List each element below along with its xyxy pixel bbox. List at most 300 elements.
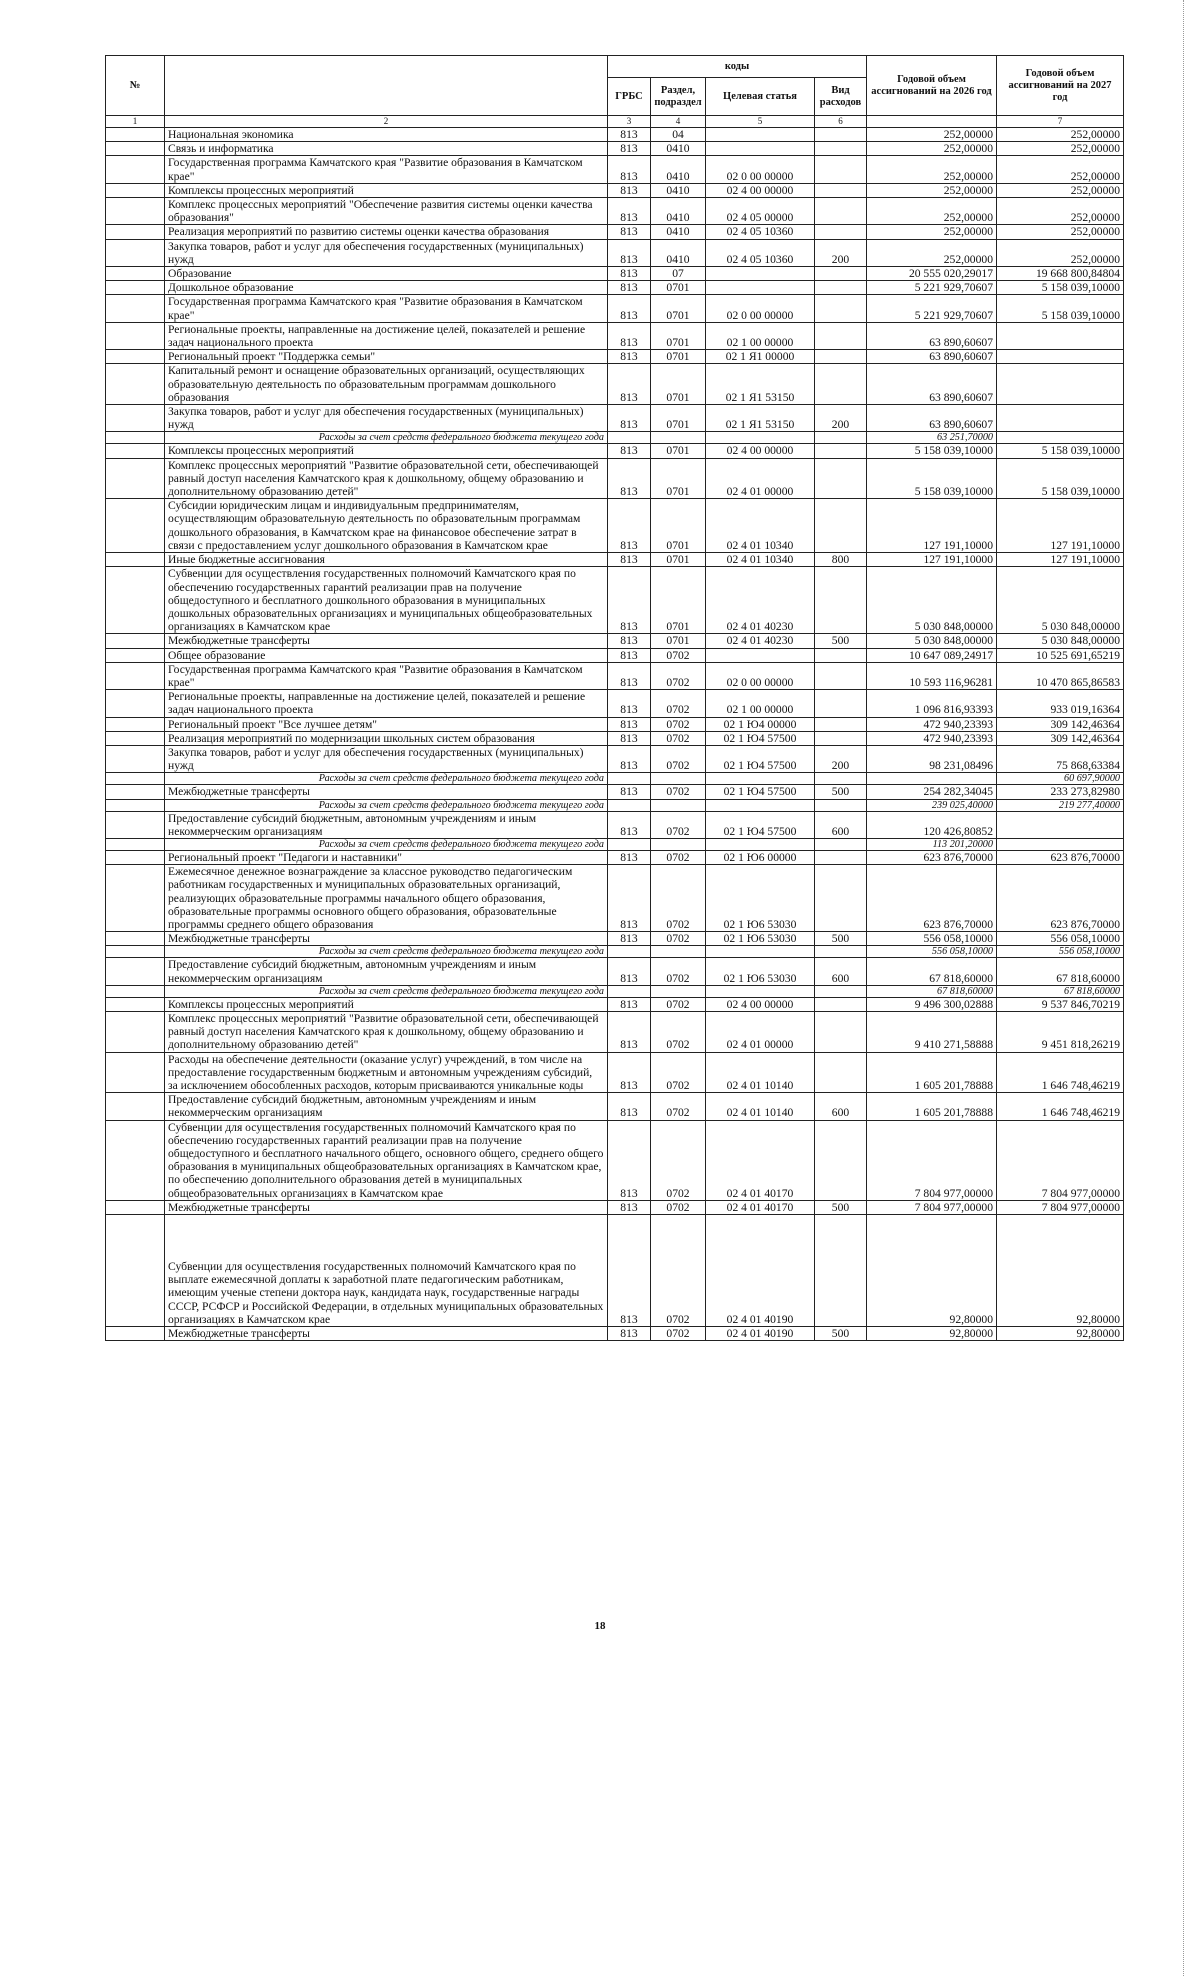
row-number (106, 717, 165, 731)
row-exptype (815, 281, 867, 295)
table-row (106, 785, 1124, 799)
table-row (106, 239, 1124, 266)
row-amount-2026: 252,00000 (867, 128, 997, 142)
row-number (106, 850, 165, 864)
row-amount-2027: 623 876,70000 (997, 865, 1124, 932)
row-target: 02 1 Я1 00000 (706, 350, 815, 364)
row-amount-2026: 623 876,70000 (867, 865, 997, 932)
table-row (106, 458, 1124, 499)
row-target: 02 1 Ю6 53030 (706, 865, 815, 932)
row-amount-2026: 5 221 929,70607 (867, 281, 997, 295)
row-section: 0702 (651, 865, 706, 932)
table-row (106, 662, 1124, 689)
row-grbs: 813 (608, 281, 651, 295)
row-name: Ежемесячное денежное вознаграждение за классное руководство педагогическим работникам государственных и муниципальных образовательных организаций, реализующих образовательные программы начального общего образования, образовательные программы основного общего образования, образовательные программы среднего общего образования (165, 865, 608, 932)
row-name: Расходы за счет средств федерального бюджета текущего года (165, 773, 608, 785)
budget-table (105, 55, 1124, 1341)
row-target: 02 1 Я1 53150 (706, 405, 815, 432)
row-section: 0701 (651, 405, 706, 432)
row-number (106, 1215, 165, 1327)
row-name: Реализация мероприятий по развитию системы оценки качества образования (165, 225, 608, 239)
row-amount-2026: 98 231,08496 (867, 745, 997, 772)
row-target: 02 4 05 00000 (706, 198, 815, 225)
row-exptype (815, 850, 867, 864)
row-target: 02 4 05 10360 (706, 239, 815, 266)
row-exptype: 600 (815, 811, 867, 838)
row-amount-2027 (997, 811, 1124, 838)
row-amount-2026: 10 593 116,96281 (867, 662, 997, 689)
row-amount-2026: 10 647 089,24917 (867, 648, 997, 662)
row-amount-2027: 1 646 748,46219 (997, 1093, 1124, 1120)
row-exptype (815, 444, 867, 458)
row-name: Расходы за счет средств федерального бюджета текущего года (165, 432, 608, 444)
table-row (106, 958, 1124, 985)
row-name: Государственная программа Камчатского края "Развитие образования в Камчатском крае" (165, 295, 608, 322)
row-name: Связь и информатика (165, 142, 608, 156)
row-amount-2026: 5 030 848,00000 (867, 634, 997, 648)
row-section: 0702 (651, 1327, 706, 1341)
row-exptype (815, 773, 867, 785)
budget-table-sheet (105, 55, 1123, 1341)
row-section: 0410 (651, 142, 706, 156)
row-number (106, 239, 165, 266)
row-name: Иные бюджетные ассигнования (165, 553, 608, 567)
row-section: 0701 (651, 499, 706, 553)
row-target: 02 1 Ю6 53030 (706, 958, 815, 985)
row-name: Закупка товаров, работ и услуг для обеспечения государственных (муниципальных) нужд (165, 745, 608, 772)
row-amount-2026: 239 025,40000 (867, 799, 997, 811)
row-amount-2026: 1 096 816,93393 (867, 690, 997, 717)
row-amount-2027: 9 537 846,70219 (997, 997, 1124, 1011)
row-section: 0701 (651, 350, 706, 364)
row-section: 0702 (651, 648, 706, 662)
row-exptype (815, 458, 867, 499)
row-section: 0410 (651, 239, 706, 266)
row-amount-2026: 9 410 271,58888 (867, 1011, 997, 1052)
row-name: Государственная программа Камчатского края "Развитие образования в Камчатском крае" (165, 662, 608, 689)
header-2026: Годовой объем ассигнований на 2026 год (867, 56, 997, 116)
row-number (106, 1120, 165, 1200)
row-amount-2026: 556 058,10000 (867, 932, 997, 946)
row-number (106, 142, 165, 156)
row-number (106, 444, 165, 458)
table-row (106, 567, 1124, 634)
row-section: 0701 (651, 458, 706, 499)
row-section: 0702 (651, 1093, 706, 1120)
row-grbs: 813 (608, 811, 651, 838)
row-amount-2027: 623 876,70000 (997, 850, 1124, 864)
row-name: Комплексы процессных мероприятий (165, 444, 608, 458)
row-section: 07 (651, 267, 706, 281)
row-section (651, 799, 706, 811)
row-number (106, 773, 165, 785)
row-number (106, 128, 165, 142)
row-amount-2026: 7 804 977,00000 (867, 1200, 997, 1214)
row-section: 0702 (651, 932, 706, 946)
federal-budget-row (106, 432, 1124, 444)
row-section: 0701 (651, 295, 706, 322)
table-row (106, 281, 1124, 295)
table-row (106, 364, 1124, 405)
row-name: Дошкольное образование (165, 281, 608, 295)
row-amount-2026: 5 221 929,70607 (867, 295, 997, 322)
table-row (106, 1052, 1124, 1093)
row-target (706, 142, 815, 156)
row-section: 0702 (651, 997, 706, 1011)
row-amount-2026: 7 804 977,00000 (867, 1120, 997, 1200)
row-grbs (608, 799, 651, 811)
row-number (106, 350, 165, 364)
row-exptype (815, 364, 867, 405)
row-exptype (815, 295, 867, 322)
row-amount-2026: 556 058,10000 (867, 946, 997, 958)
row-exptype (815, 156, 867, 183)
row-grbs: 813 (608, 1093, 651, 1120)
row-section: 0702 (651, 811, 706, 838)
row-grbs: 813 (608, 183, 651, 197)
row-grbs: 813 (608, 731, 651, 745)
row-amount-2026: 1 605 201,78888 (867, 1093, 997, 1120)
header-grbs: ГРБС (608, 78, 651, 116)
row-amount-2027: 127 191,10000 (997, 499, 1124, 553)
row-section: 04 (651, 128, 706, 142)
row-number (106, 690, 165, 717)
row-section: 0702 (651, 690, 706, 717)
row-grbs: 813 (608, 1200, 651, 1214)
row-target (706, 267, 815, 281)
column-number: 7 (997, 116, 1124, 128)
page-number: 18 (594, 1620, 606, 1632)
row-name: Межбюджетные трансферты (165, 634, 608, 648)
row-name: Реализация мероприятий по модернизации школьных систем образования (165, 731, 608, 745)
row-number (106, 811, 165, 838)
row-amount-2026: 1 605 201,78888 (867, 1052, 997, 1093)
row-amount-2026: 120 426,80852 (867, 811, 997, 838)
row-target: 02 1 Ю6 00000 (706, 850, 815, 864)
row-amount-2026: 92,80000 (867, 1215, 997, 1327)
row-exptype: 500 (815, 634, 867, 648)
row-grbs: 813 (608, 156, 651, 183)
row-grbs: 813 (608, 865, 651, 932)
table-row (106, 183, 1124, 197)
row-grbs: 813 (608, 267, 651, 281)
row-grbs: 813 (608, 1327, 651, 1341)
row-grbs: 813 (608, 1052, 651, 1093)
table-row (106, 717, 1124, 731)
row-name: Расходы на обеспечение деятельности (оказание услуг) учреждений, в том числе на предоставление государственным бюджетным и автономным учреждениям субсидий, за исключением обособленных расходов, которым присваиваются уникальные коды (165, 1052, 608, 1093)
row-name: Расходы за счет средств федерального бюджета текущего года (165, 799, 608, 811)
row-name: Межбюджетные трансферты (165, 1327, 608, 1341)
row-grbs: 813 (608, 745, 651, 772)
row-name: Субвенции для осуществления государственных полномочий Камчатского края по обеспечению государственных гарантий реализации прав на получение общедоступного и бесплатного начального общего, основного общего, среднего общего образования в муниципальных общеобразовательных организациях в Камчатском крае, по обеспечению дополнительного образования детей в муниципальных общеобразовательных организациях в Камчатском крае (165, 1120, 608, 1200)
row-amount-2026: 254 282,34045 (867, 785, 997, 799)
row-number (106, 432, 165, 444)
row-number (106, 662, 165, 689)
row-amount-2027: 252,00000 (997, 198, 1124, 225)
row-amount-2026: 472 940,23393 (867, 717, 997, 731)
row-grbs: 813 (608, 932, 651, 946)
row-exptype (815, 799, 867, 811)
row-grbs: 813 (608, 405, 651, 432)
row-amount-2027: 252,00000 (997, 142, 1124, 156)
row-amount-2026: 252,00000 (867, 156, 997, 183)
row-target: 02 1 Ю6 53030 (706, 932, 815, 946)
row-target (706, 648, 815, 662)
table-row (106, 350, 1124, 364)
table-row (106, 997, 1124, 1011)
row-amount-2026: 9 496 300,02888 (867, 997, 997, 1011)
row-section (651, 985, 706, 997)
row-section: 0702 (651, 662, 706, 689)
row-exptype (815, 946, 867, 958)
row-amount-2027: 5 158 039,10000 (997, 458, 1124, 499)
row-amount-2027: 75 868,63384 (997, 745, 1124, 772)
row-amount-2026: 67 818,60000 (867, 958, 997, 985)
row-name: Государственная программа Камчатского края "Развитие образования в Камчатском крае" (165, 156, 608, 183)
row-section: 0702 (651, 717, 706, 731)
row-amount-2027: 5 158 039,10000 (997, 444, 1124, 458)
table-row (106, 745, 1124, 772)
row-amount-2027: 252,00000 (997, 128, 1124, 142)
row-exptype (815, 1120, 867, 1200)
row-grbs: 813 (608, 128, 651, 142)
row-number (106, 553, 165, 567)
row-target: 02 4 01 40170 (706, 1120, 815, 1200)
table-row (106, 156, 1124, 183)
table-row (106, 322, 1124, 349)
row-exptype (815, 432, 867, 444)
row-grbs: 813 (608, 634, 651, 648)
row-amount-2027: 60 697,90000 (997, 773, 1124, 785)
row-grbs: 813 (608, 1215, 651, 1327)
row-grbs: 813 (608, 553, 651, 567)
row-exptype (815, 322, 867, 349)
row-amount-2027: 309 142,46364 (997, 717, 1124, 731)
row-target: 02 0 00 00000 (706, 295, 815, 322)
row-target (706, 985, 815, 997)
table-row (106, 1200, 1124, 1214)
row-target: 02 1 Ю4 57500 (706, 811, 815, 838)
row-number (106, 322, 165, 349)
row-exptype: 500 (815, 1327, 867, 1341)
row-amount-2026: 252,00000 (867, 239, 997, 266)
row-amount-2027: 252,00000 (997, 225, 1124, 239)
row-amount-2027: 7 804 977,00000 (997, 1120, 1124, 1200)
row-exptype (815, 1052, 867, 1093)
column-numbers-row (106, 116, 1124, 128)
table-row (106, 499, 1124, 553)
row-target: 02 1 Я1 53150 (706, 364, 815, 405)
row-grbs: 813 (608, 850, 651, 864)
row-exptype (815, 997, 867, 1011)
row-target (706, 281, 815, 295)
table-row (106, 690, 1124, 717)
row-grbs (608, 838, 651, 850)
row-amount-2027: 9 451 818,26219 (997, 1011, 1124, 1052)
row-target (706, 128, 815, 142)
column-number: 1 (106, 116, 165, 128)
row-amount-2027: 5 158 039,10000 (997, 281, 1124, 295)
row-name: Субсидии юридическим лицам и индивидуальным предпринимателям, осуществляющим образовательную деятельность по образовательным программам дошкольного образования, в Камчатском крае на финансовое обеспечение затрат в связи с предоставлением услуг дошкольного образования в Камчатском крае (165, 499, 608, 553)
row-grbs (608, 946, 651, 958)
row-grbs: 813 (608, 225, 651, 239)
row-number (106, 958, 165, 985)
row-grbs: 813 (608, 958, 651, 985)
table-row (106, 295, 1124, 322)
row-target: 02 4 00 00000 (706, 444, 815, 458)
table-row (106, 648, 1124, 662)
row-amount-2027 (997, 322, 1124, 349)
row-target: 02 4 05 10360 (706, 225, 815, 239)
row-exptype: 500 (815, 932, 867, 946)
row-section: 0702 (651, 1052, 706, 1093)
row-exptype: 200 (815, 239, 867, 266)
table-row (106, 1215, 1124, 1327)
row-name: Межбюджетные трансферты (165, 785, 608, 799)
row-number (106, 1052, 165, 1093)
row-exptype (815, 128, 867, 142)
row-amount-2027: 556 058,10000 (997, 932, 1124, 946)
row-name: Капитальный ремонт и оснащение образовательных организаций, осуществляющих образовательную деятельность по образовательным программам дошкольного образования (165, 364, 608, 405)
row-target (706, 946, 815, 958)
row-number (106, 295, 165, 322)
row-exptype (815, 865, 867, 932)
row-number (106, 156, 165, 183)
row-number (106, 1327, 165, 1341)
row-exptype (815, 662, 867, 689)
row-target: 02 4 01 10340 (706, 499, 815, 553)
row-name: Образование (165, 267, 608, 281)
row-amount-2027: 127 191,10000 (997, 553, 1124, 567)
row-grbs: 813 (608, 239, 651, 266)
row-exptype (815, 648, 867, 662)
row-target: 02 4 01 10340 (706, 553, 815, 567)
row-grbs: 813 (608, 322, 651, 349)
federal-budget-row (106, 799, 1124, 811)
row-section: 0702 (651, 850, 706, 864)
row-target: 02 0 00 00000 (706, 662, 815, 689)
row-section: 0701 (651, 364, 706, 405)
row-section (651, 432, 706, 444)
row-amount-2026: 5 158 039,10000 (867, 458, 997, 499)
row-amount-2026: 113 201,20000 (867, 838, 997, 850)
row-section: 0702 (651, 1200, 706, 1214)
row-amount-2027: 7 804 977,00000 (997, 1200, 1124, 1214)
row-section: 0701 (651, 634, 706, 648)
row-name: Предоставление субсидий бюджетным, автономным учреждениям и иным некоммерческим организациям (165, 958, 608, 985)
row-amount-2027: 219 277,40000 (997, 799, 1124, 811)
table-row (106, 444, 1124, 458)
row-grbs: 813 (608, 444, 651, 458)
row-target: 02 4 01 40190 (706, 1327, 815, 1341)
row-section: 0702 (651, 1215, 706, 1327)
row-amount-2026: 472 940,23393 (867, 731, 997, 745)
row-target: 02 1 00 00000 (706, 322, 815, 349)
row-amount-2027: 92,80000 (997, 1327, 1124, 1341)
row-target: 02 1 Ю4 57500 (706, 785, 815, 799)
row-amount-2027: 556 058,10000 (997, 946, 1124, 958)
row-grbs: 813 (608, 198, 651, 225)
row-amount-2027: 252,00000 (997, 183, 1124, 197)
row-target: 02 1 Ю4 00000 (706, 717, 815, 731)
row-name: Комплекс процессных мероприятий "Обеспечение развития системы оценки качества образования" (165, 198, 608, 225)
row-target: 02 1 00 00000 (706, 690, 815, 717)
row-number (106, 458, 165, 499)
row-grbs: 813 (608, 1120, 651, 1200)
row-target: 02 4 01 40170 (706, 1200, 815, 1214)
row-amount-2026: 252,00000 (867, 142, 997, 156)
row-name: Региональный проект "Все лучшее детям" (165, 717, 608, 731)
row-amount-2027: 10 525 691,65219 (997, 648, 1124, 662)
row-section: 0410 (651, 156, 706, 183)
row-section: 0701 (651, 444, 706, 458)
budget-rows (106, 128, 1124, 1341)
row-section: 0702 (651, 731, 706, 745)
row-exptype (815, 267, 867, 281)
row-section: 0701 (651, 322, 706, 349)
row-grbs: 813 (608, 717, 651, 731)
header-section: Раздел, подраздел (651, 78, 706, 116)
row-amount-2026: 63 251,70000 (867, 432, 997, 444)
column-number: 5 (706, 116, 815, 128)
row-exptype (815, 183, 867, 197)
row-amount-2027 (997, 432, 1124, 444)
row-name: Предоставление субсидий бюджетным, автономным учреждениям и иным некоммерческим организациям (165, 1093, 608, 1120)
row-grbs: 813 (608, 690, 651, 717)
row-section: 0701 (651, 281, 706, 295)
row-target: 02 4 01 40230 (706, 567, 815, 634)
row-amount-2026: 127 191,10000 (867, 553, 997, 567)
row-section: 0410 (651, 225, 706, 239)
row-amount-2026: 92,80000 (867, 1327, 997, 1341)
row-amount-2026: 623 876,70000 (867, 850, 997, 864)
row-amount-2026 (867, 773, 997, 785)
row-grbs: 813 (608, 142, 651, 156)
row-target: 02 4 01 40190 (706, 1215, 815, 1327)
row-amount-2027: 92,80000 (997, 1215, 1124, 1327)
row-amount-2027: 10 470 865,86583 (997, 662, 1124, 689)
table-row (106, 405, 1124, 432)
row-number (106, 364, 165, 405)
row-target: 02 4 01 40230 (706, 634, 815, 648)
row-number (106, 799, 165, 811)
row-number (106, 785, 165, 799)
table-row (106, 865, 1124, 932)
row-grbs: 813 (608, 662, 651, 689)
row-section: 0702 (651, 785, 706, 799)
table-row (106, 731, 1124, 745)
row-section: 0702 (651, 1011, 706, 1052)
row-section: 0410 (651, 198, 706, 225)
row-exptype (815, 198, 867, 225)
row-number (106, 946, 165, 958)
row-number (106, 281, 165, 295)
row-grbs: 813 (608, 785, 651, 799)
row-section: 0701 (651, 567, 706, 634)
row-number (106, 198, 165, 225)
column-number: 3 (608, 116, 651, 128)
row-name: Региональный проект "Педагоги и наставники" (165, 850, 608, 864)
row-exptype (815, 1215, 867, 1327)
row-amount-2027: 5 030 848,00000 (997, 567, 1124, 634)
row-name: Комплекс процессных мероприятий "Развитие образовательной сети, обеспечивающей равный доступ населения Камчатского края к дошкольному, общему образованию и дополнительному образованию детей" (165, 458, 608, 499)
row-amount-2027: 309 142,46364 (997, 731, 1124, 745)
row-section: 0702 (651, 745, 706, 772)
table-row (106, 198, 1124, 225)
row-name: Расходы за счет средств федерального бюджета текущего года (165, 946, 608, 958)
row-amount-2027 (997, 405, 1124, 432)
row-name: Закупка товаров, работ и услуг для обеспечения государственных (муниципальных) нужд (165, 405, 608, 432)
